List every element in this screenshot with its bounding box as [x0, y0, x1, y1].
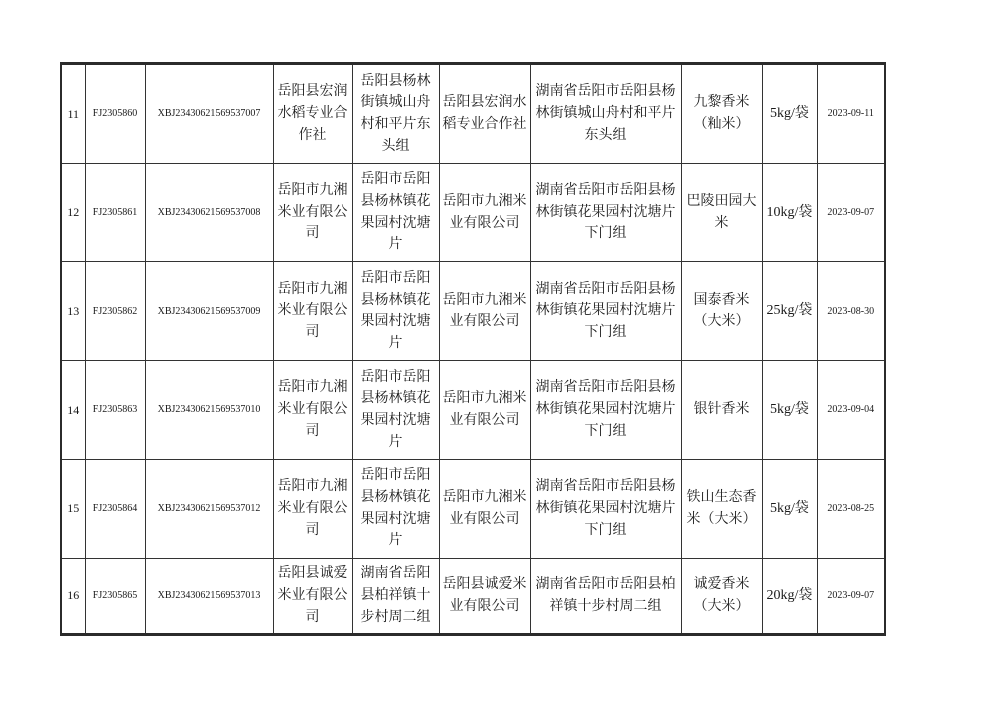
cell-producer: 岳阳市九湘米业有限公司	[273, 459, 352, 558]
cell-cert-no: FJ2305865	[85, 558, 145, 634]
cell-company-address: 湖南省岳阳市岳阳县杨林街镇花果园村沈塘片下门组	[530, 163, 681, 262]
cell-spec: 20kg/袋	[762, 558, 817, 634]
cell-date: 2023-09-07	[817, 558, 885, 634]
cell-company-address: 湖南省岳阳市岳阳县杨林街镇花果园村沈塘片下门组	[530, 459, 681, 558]
cell-company: 岳阳县宏润水稻专业合作社	[439, 64, 530, 164]
cell-producer: 岳阳县宏润水稻专业合作社	[273, 64, 352, 164]
cell-sample-no: XBJ23430621569537007	[145, 64, 273, 164]
cell-cert-no: FJ2305864	[85, 459, 145, 558]
cell-producer-address: 岳阳市岳阳县杨林镇花果园村沈塘片	[352, 163, 439, 262]
cell-company: 岳阳市九湘米业有限公司	[439, 262, 530, 361]
cell-product-name: 巴陵田园大米	[681, 163, 762, 262]
cell-company-address: 湖南省岳阳市岳阳县杨林街镇花果园村沈塘片下门组	[530, 361, 681, 460]
cell-producer-address: 岳阳市岳阳县杨林镇花果园村沈塘片	[352, 361, 439, 460]
cell-sample-no: XBJ23430621569537010	[145, 361, 273, 460]
cell-row-number: 11	[61, 64, 85, 164]
cell-spec: 5kg/袋	[762, 361, 817, 460]
cell-producer-address: 岳阳市岳阳县杨林镇花果园村沈塘片	[352, 262, 439, 361]
cell-company: 岳阳市九湘米业有限公司	[439, 163, 530, 262]
cell-date: 2023-09-07	[817, 163, 885, 262]
cell-product-name: 诚爱香米（大米）	[681, 558, 762, 634]
cell-product-name: 国泰香米（大米）	[681, 262, 762, 361]
cell-sample-no: XBJ23430621569537009	[145, 262, 273, 361]
cell-spec: 5kg/袋	[762, 459, 817, 558]
cell-sample-no: XBJ23430621569537008	[145, 163, 273, 262]
cell-row-number: 14	[61, 361, 85, 460]
cell-row-number: 15	[61, 459, 85, 558]
cell-company-address: 湖南省岳阳市岳阳县柏祥镇十步村周二组	[530, 558, 681, 634]
inspection-table-container	[60, 62, 886, 636]
cell-date: 2023-08-30	[817, 262, 885, 361]
cell-producer-address: 岳阳市岳阳县杨林镇花果园村沈塘片	[352, 459, 439, 558]
cell-company: 岳阳市九湘米业有限公司	[439, 361, 530, 460]
cell-sample-no: XBJ23430621569537012	[145, 459, 273, 558]
cell-spec: 5kg/袋	[762, 64, 817, 164]
cell-producer: 岳阳市九湘米业有限公司	[273, 262, 352, 361]
table-row	[61, 361, 885, 460]
cell-row-number: 13	[61, 262, 85, 361]
cell-spec: 25kg/袋	[762, 262, 817, 361]
cell-row-number: 12	[61, 163, 85, 262]
cell-product-name: 银针香米	[681, 361, 762, 460]
cell-product-name: 铁山生态香米（大米）	[681, 459, 762, 558]
cell-product-name: 九黎香米（籼米）	[681, 64, 762, 164]
cell-company: 岳阳市九湘米业有限公司	[439, 459, 530, 558]
cell-cert-no: FJ2305861	[85, 163, 145, 262]
cell-date: 2023-08-25	[817, 459, 885, 558]
inspection-records-table	[60, 62, 886, 636]
table-row	[61, 558, 885, 634]
cell-producer: 岳阳县诚爱米业有限公司	[273, 558, 352, 634]
cell-sample-no: XBJ23430621569537013	[145, 558, 273, 634]
cell-row-number: 16	[61, 558, 85, 634]
cell-cert-no: FJ2305860	[85, 64, 145, 164]
cell-company-address: 湖南省岳阳市岳阳县杨林街镇城山舟村和平片东头组	[530, 64, 681, 164]
cell-producer-address: 岳阳县杨林街镇城山舟村和平片东头组	[352, 64, 439, 164]
cell-cert-no: FJ2305863	[85, 361, 145, 460]
cell-spec: 10kg/袋	[762, 163, 817, 262]
table-row	[61, 459, 885, 558]
cell-producer-address: 湖南省岳阳县柏祥镇十步村周二组	[352, 558, 439, 634]
table-row	[61, 262, 885, 361]
cell-date: 2023-09-04	[817, 361, 885, 460]
cell-cert-no: FJ2305862	[85, 262, 145, 361]
cell-producer: 岳阳市九湘米业有限公司	[273, 163, 352, 262]
table-row	[61, 64, 885, 164]
cell-company: 岳阳县诚爱米业有限公司	[439, 558, 530, 634]
table-body	[61, 64, 885, 635]
cell-producer: 岳阳市九湘米业有限公司	[273, 361, 352, 460]
table-row	[61, 163, 885, 262]
cell-company-address: 湖南省岳阳市岳阳县杨林街镇花果园村沈塘片下门组	[530, 262, 681, 361]
cell-date: 2023-09-11	[817, 64, 885, 164]
